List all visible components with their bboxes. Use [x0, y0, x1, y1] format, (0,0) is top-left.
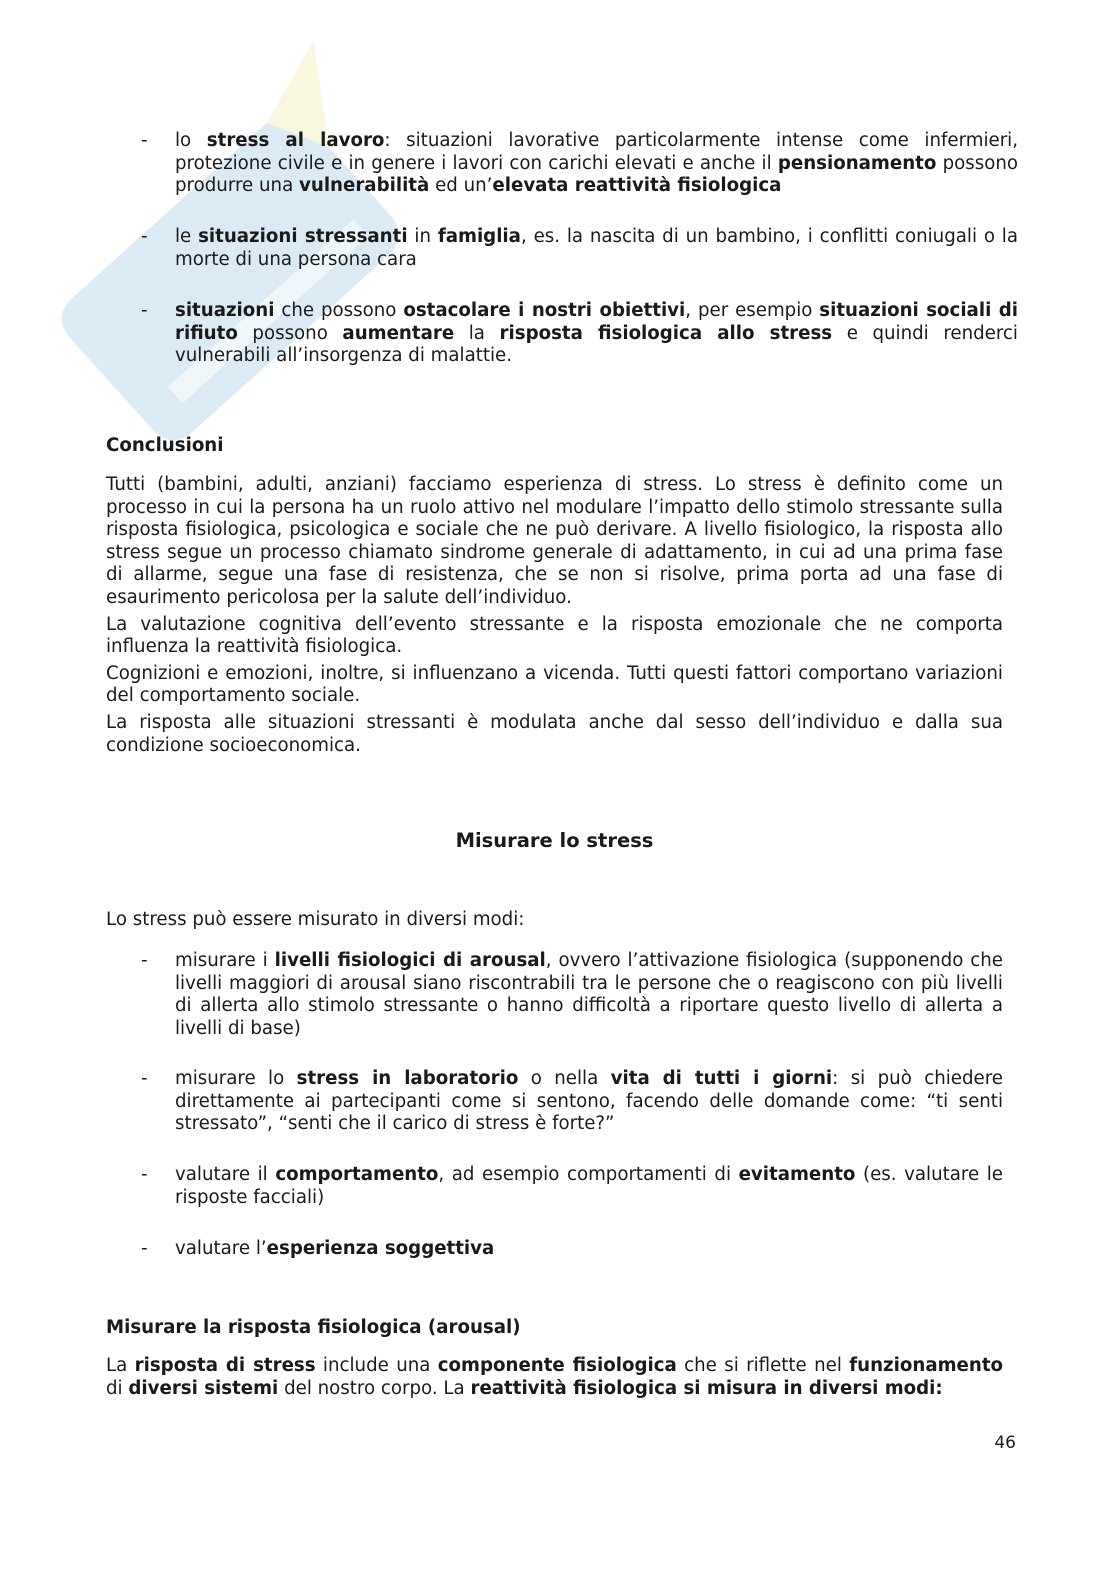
text-run: del nostro corpo. La [278, 1377, 471, 1399]
text-run: misurare i [175, 950, 275, 971]
bold-text: situazioni stressanti [198, 226, 408, 247]
text-run: ed un’ [429, 175, 493, 197]
conclusioni-body [106, 474, 1003, 757]
misurare-intro: Lo stress può essere misurato in diversi modi: [106, 909, 525, 930]
text-run: , ovvero l’attivazione fisiologica (supponendo che livelli maggiori di arousal siano riscontrabili tra le persone che o reagiscono con più livelli di allerta allo stimolo stressante o hanno difficoltà a riportare questo livello di allerta a livelli di base) [175, 950, 1003, 1039]
text-run: che possono [274, 300, 404, 321]
text-run: lo [175, 130, 207, 151]
text-run: : si può chiedere direttamente ai partecipanti come si sentono, facendo delle domande come: “ti senti stressato”, “senti che il carico di stress è forte?” [175, 1068, 1003, 1135]
bold-text: aumentare [342, 322, 455, 344]
text-run: , ad esempio comportamenti di [438, 1164, 739, 1185]
list-item-text [175, 130, 1018, 196]
bold-text: risposta di stress [134, 1355, 316, 1376]
bullet-dash: - [141, 950, 148, 971]
section-heading-arousal: Misurare la risposta fisiologica (arousal) [106, 1317, 521, 1338]
bullet-dash: - [141, 1238, 148, 1259]
paragraph: La risposta alle situazioni stressanti è modulata anche dal sesso dell’individuo e dalla sua condizione socioeconomica. [106, 711, 1003, 756]
text-run: , es. la nascita di un bambino, i conflitti coniugali o la morte di una persona cara [175, 226, 1018, 270]
bold-text: famiglia [437, 226, 521, 247]
text-run: include una [315, 1355, 438, 1376]
bold-text: pensionamento [777, 152, 937, 174]
text-run: , per esempio [685, 300, 820, 321]
text-run: La [106, 1355, 135, 1376]
bold-text: livelli fisiologici di arousal [274, 950, 546, 971]
text-run: misurare lo [175, 1068, 297, 1089]
bold-text: funzionamento [849, 1355, 1004, 1376]
list-item [106, 1068, 1003, 1136]
bold-text: risposta fisiologica allo stress [499, 322, 833, 344]
bold-text: evitamento [738, 1164, 856, 1185]
bullet-dash: - [141, 300, 148, 321]
text-run: possono [237, 322, 343, 344]
bold-text: elevata reattività fisiologica [492, 175, 782, 197]
text-run: : situazioni lavorative particolarmente intense come infermieri, protezione civile e in genere i lavori con carichi elevati e anche il [175, 130, 1018, 174]
list-item [106, 226, 1018, 271]
text-run: valutare l’ [175, 1238, 267, 1259]
bold-text: stress in laboratorio [296, 1068, 519, 1089]
bullet-dash: - [141, 1164, 148, 1185]
bold-text: situazioni [175, 300, 275, 321]
list-item [106, 950, 1003, 1040]
list-item-text [175, 300, 1018, 366]
arousal-paragraph-text [106, 1355, 1003, 1399]
bullet-dash: - [141, 130, 148, 151]
section-heading-conclusioni: Conclusioni [106, 435, 224, 456]
bold-text: diversi sistemi [128, 1377, 279, 1399]
text-run: in [407, 226, 438, 247]
text-run: la [454, 322, 500, 344]
bold-text: esperienza soggettiva [266, 1238, 495, 1259]
bold-text: comportamento [275, 1164, 439, 1185]
list-item-text [175, 950, 1003, 1039]
bold-text: reattività fisiologica si misura in diversi modi: [470, 1377, 943, 1399]
text-run: di [106, 1377, 129, 1399]
bold-text: ostacolare i nostri obiettivi [403, 300, 686, 321]
bold-text: vulnerabilità [299, 175, 430, 197]
list-item [106, 1164, 1003, 1209]
text-run: e quindi renderci vulnerabili all’insorgenza di malattie. [175, 322, 1018, 367]
list-item-text [175, 1164, 1003, 1208]
list-item-text [175, 226, 1018, 270]
list-item [106, 300, 1018, 368]
text-run: (es. valutare le risposte facciali) [175, 1164, 1003, 1208]
paragraph: La valutazione cognitiva dell’evento stressante e la risposta emozionale che ne comporta influenza la reattività fisiologica. [106, 613, 1003, 658]
bold-text: stress al lavoro [206, 130, 385, 151]
paragraph: Cognizioni e emozioni, inoltre, si influenzano a vicenda. Tutti questi fattori comportano variazioni del comportamento sociale. [106, 662, 1003, 707]
text-run: valutare il [175, 1164, 276, 1185]
list-item-text [175, 1238, 494, 1259]
text-run: o nella [518, 1068, 611, 1089]
bold-text: vita di tutti i giorni [610, 1068, 833, 1089]
list-item [106, 1238, 1003, 1261]
list-item [106, 130, 1018, 198]
text-run: possono produrre una [175, 152, 1019, 197]
text-run: che si riflette nel [676, 1355, 850, 1376]
arousal-paragraph [106, 1355, 1003, 1400]
bullet-dash: - [141, 1068, 148, 1089]
list-item-text [175, 1068, 1003, 1134]
bold-text: situazioni sociali di rifiuto [175, 300, 1019, 344]
bold-text: componente fisiologica [437, 1355, 677, 1376]
page-number: 46 [994, 1433, 1016, 1453]
section-title-misurare: Misurare lo stress [455, 829, 654, 852]
bullet-dash: - [141, 226, 148, 247]
paragraph: Tutti (bambini, adulti, anziani) facciamo esperienza di stress. Lo stress è definito come un processo in cui la persona ha un ruolo attivo nel modulare l’impatto dello stimolo stressante sulla risposta fisiologica, psicologica e sociale che ne può derivare. A livello fisiologico, la risposta allo stress segue un processo chiamato sindrome generale di adattamento, in cui ad una prima fase di allarme, segue una fase di resistenza, che se non si risolve, prima porta ad una fase di esaurimento pericolosa per la salute dell’individuo. [106, 474, 1003, 608]
text-run: le [175, 226, 199, 247]
